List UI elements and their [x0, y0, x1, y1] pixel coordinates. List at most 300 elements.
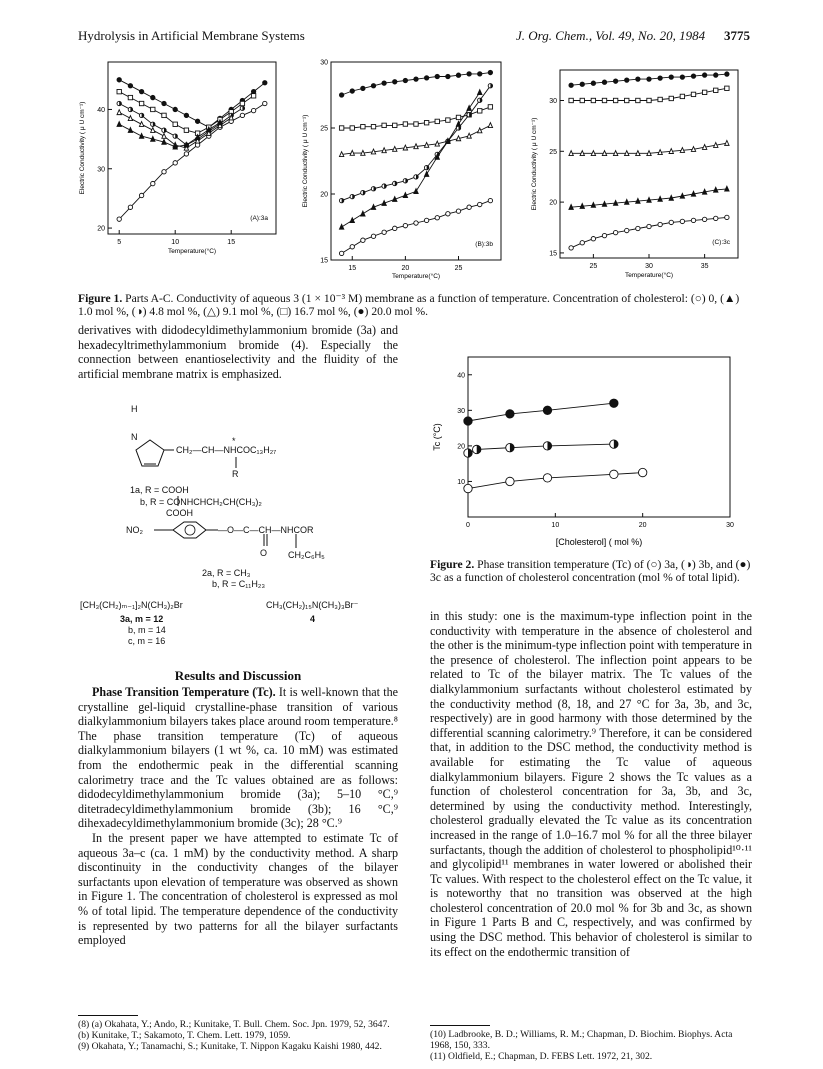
- paragraph-tc-heading: Phase Transition Temperature (Tc).: [92, 685, 276, 699]
- data-point: [725, 186, 729, 191]
- data-point: [162, 128, 166, 132]
- data-point: [456, 209, 460, 213]
- footnote-10: (10) Ladbrooke, B. D.; Williams, R. M.; Chapman, D. Biochim. Biophys. Acta 1968, 150, 333.: [430, 1029, 733, 1052]
- data-point: [371, 234, 375, 238]
- data-point: [251, 94, 255, 98]
- data-point: [393, 197, 397, 202]
- data-point: [128, 116, 132, 121]
- data-point: [128, 205, 132, 209]
- y-tick-label: 25: [320, 125, 328, 133]
- data-point: [467, 72, 471, 76]
- data-point: [361, 238, 365, 242]
- data-point: [339, 126, 343, 130]
- data-point: [467, 113, 471, 117]
- series-line: [119, 123, 220, 147]
- plot-frame: [468, 357, 730, 517]
- data-point: [382, 230, 386, 234]
- x-tick-label: 10: [551, 522, 560, 529]
- struct1-chain: CH₂—CH—NHCOC₁₃H₂₇: [176, 445, 277, 455]
- data-point: [251, 108, 255, 112]
- data-point: [382, 123, 386, 127]
- data-point: [580, 241, 584, 245]
- footnote-rule-right: [430, 1025, 490, 1026]
- data-point: [591, 202, 595, 207]
- x-tick-label: 20: [638, 522, 647, 529]
- data-point: [128, 84, 132, 88]
- data-point: [350, 194, 354, 198]
- data-point: [680, 219, 684, 223]
- data-point: [569, 246, 573, 250]
- data-point: [580, 203, 584, 208]
- x-axis-label: Temperature(°C): [167, 248, 217, 255]
- data-point: [117, 217, 121, 221]
- figure-1-panel-b: [302, 60, 501, 281]
- data-point: [636, 226, 640, 230]
- x-axis-label: Temperature(°C): [391, 273, 441, 280]
- y-tick-label: 20: [549, 199, 557, 207]
- data-point: [414, 175, 418, 179]
- data-point: [506, 443, 514, 451]
- data-point: [625, 151, 629, 156]
- data-point: [680, 148, 684, 153]
- data-point: [636, 198, 640, 203]
- data-point: [478, 90, 482, 95]
- data-point: [456, 115, 460, 119]
- data-point: [569, 204, 573, 209]
- data-point: [382, 184, 386, 188]
- data-point: [569, 83, 573, 87]
- struct-3c: c, m = 16: [128, 636, 166, 646]
- figure-2-caption-text: Phase transition temperature (Tc) of (○) 3a, (◑) 3b, and (●) 3c as a function of cholesterol concentration (mol % of total lipid).: [430, 558, 751, 585]
- x-tick-label: 15: [227, 239, 236, 246]
- data-point: [151, 128, 155, 133]
- data-point: [424, 142, 428, 147]
- data-point: [702, 145, 706, 150]
- data-point: [240, 113, 244, 117]
- y-tick-label: 40: [97, 106, 105, 114]
- data-point: [173, 161, 177, 165]
- x-tick-label: 25: [589, 263, 598, 270]
- data-point: [714, 73, 718, 77]
- paragraph-present-paper: In the present paper we have attempted to estimate Tc of aqueous 3a–c (ca. 1 mM) by the conductivity method. A sharp discontinuity in the conductivity changes of the bilayer surfactants upon elevation of temperature was observed as shown in Figure 1. The concentration of cholesterol is expressed as mol % of total lipid. The temperature dependence of the conductivity is represented by two patterns for all the bilayer surfactants employed: [78, 830, 398, 948]
- y-tick-label: 40: [457, 372, 465, 380]
- data-point: [173, 107, 177, 111]
- data-point: [350, 218, 354, 223]
- y-tick-label: 30: [320, 59, 328, 67]
- data-point: [162, 133, 166, 138]
- y-axis-label: Tc (°C): [432, 423, 442, 451]
- data-point: [647, 224, 651, 228]
- data-point: [361, 150, 365, 155]
- data-point: [591, 81, 595, 85]
- data-point: [371, 149, 375, 154]
- data-point: [591, 236, 595, 240]
- data-point: [647, 77, 651, 81]
- data-point: [382, 201, 386, 206]
- data-point: [371, 124, 375, 128]
- data-point: [658, 196, 662, 201]
- x-axis-label: [Cholesterol] ( mol %): [555, 537, 643, 547]
- data-point: [691, 147, 695, 152]
- data-point: [691, 191, 695, 196]
- y-tick-label: 30: [549, 97, 557, 105]
- series-line: [119, 104, 242, 146]
- data-point: [371, 205, 375, 210]
- y-tick-label: 15: [549, 250, 557, 258]
- data-point: [139, 101, 143, 105]
- data-point: [580, 82, 584, 86]
- data-point: [580, 98, 584, 102]
- data-point: [151, 122, 155, 126]
- struct2-bn: CH₂C₆H₅: [288, 550, 325, 560]
- intro-paragraph: derivatives with didodecyldimethylammonium bromide (3a) and hexadecyltrimethylammonium bromide (4). Especially the connection between enantioselectivity and the fluidity of the artificial membrane matrix is emphasized.: [78, 323, 398, 381]
- data-point: [613, 230, 617, 234]
- figure-1-caption-label: Figure 1.: [78, 292, 123, 305]
- data-point: [680, 75, 684, 79]
- data-point: [647, 98, 651, 102]
- data-point: [638, 468, 646, 476]
- data-point: [691, 74, 695, 78]
- data-point: [128, 107, 132, 111]
- chemical-structures: [78, 400, 398, 650]
- data-point: [339, 251, 343, 255]
- figure-1-caption: [78, 292, 750, 319]
- footnote-8: (8) (a) Okahata, Y.; Ando, R.; Kunitake, T. Bull. Chem. Soc. Jpn. 1979, 52, 3647. (b) Kunitake, T.; Sakamoto, T. Chem. Lett. 1979, 1059.: [78, 1019, 390, 1042]
- data-point: [139, 193, 143, 197]
- data-point: [240, 101, 244, 105]
- data-point: [371, 187, 375, 191]
- footnote-11: (11) Oldfield, E.; Chapman, D. FEBS Lett. 1972, 21, 302.: [430, 1051, 653, 1063]
- data-point: [467, 205, 471, 209]
- data-point: [446, 74, 450, 78]
- left-column-body: [78, 685, 398, 948]
- y-axis-label: Electric Conductivity ( μ U cm⁻¹): [79, 101, 86, 195]
- journal-citation: J. Org. Chem., Vol. 49, No. 20, 1984: [516, 28, 706, 43]
- data-point: [478, 109, 482, 113]
- data-point: [691, 218, 695, 222]
- data-point: [625, 98, 629, 102]
- y-tick-label: 30: [457, 407, 465, 415]
- data-point: [414, 144, 418, 149]
- data-point: [478, 98, 482, 102]
- struct-1a: 1a, R = COOH: [130, 485, 189, 495]
- data-point: [151, 107, 155, 111]
- data-point: [658, 76, 662, 80]
- data-point: [610, 399, 618, 407]
- series-line: [342, 92, 480, 227]
- data-point: [263, 81, 267, 85]
- y-tick-label: 20: [457, 443, 465, 451]
- data-point: [414, 77, 418, 81]
- data-point: [725, 215, 729, 219]
- data-point: [403, 78, 407, 82]
- data-point: [151, 95, 155, 99]
- data-point: [569, 151, 573, 156]
- data-point: [350, 150, 354, 155]
- x-tick-label: 10: [171, 239, 180, 246]
- struct-2b: b, R = C₁₁H₂₃: [212, 579, 265, 589]
- data-point: [473, 445, 481, 453]
- data-point: [371, 84, 375, 88]
- data-point: [602, 233, 606, 237]
- data-point: [488, 123, 492, 128]
- y-tick-label: 20: [97, 225, 105, 233]
- figure-1-panel-c: [531, 70, 738, 279]
- data-point: [184, 128, 188, 132]
- series-line: [119, 104, 265, 220]
- struct1-r: R: [232, 469, 239, 479]
- data-point: [669, 149, 673, 154]
- struct-2a: 2a, R = CH₃: [202, 568, 251, 578]
- data-point: [725, 86, 729, 90]
- data-point: [435, 119, 439, 123]
- data-point: [478, 72, 482, 76]
- data-point: [446, 212, 450, 216]
- data-point: [393, 226, 397, 230]
- data-point: [361, 190, 365, 194]
- series-line: [468, 403, 614, 421]
- y-axis-label: Electric Conductivity ( μ U cm⁻¹): [531, 117, 538, 211]
- x-tick-label: 5: [117, 239, 122, 246]
- data-point: [339, 93, 343, 97]
- data-point: [240, 106, 244, 110]
- data-point: [435, 216, 439, 220]
- data-point: [139, 113, 143, 117]
- data-point: [625, 228, 629, 232]
- data-point: [424, 218, 428, 222]
- struct2-o: O: [260, 548, 268, 558]
- data-point: [702, 217, 706, 221]
- data-point: [464, 449, 472, 457]
- data-point: [339, 224, 343, 229]
- data-point: [714, 143, 718, 148]
- panel-label: (A):3a: [250, 215, 268, 222]
- data-point: [647, 197, 651, 202]
- data-point: [488, 105, 492, 109]
- data-point: [610, 470, 618, 478]
- plot-frame: [331, 62, 501, 260]
- struct-3a: 3a, m = 12: [120, 614, 164, 624]
- y-axis-label: Electric Conductivity ( μ U cm⁻¹): [302, 114, 309, 208]
- data-point: [424, 121, 428, 125]
- data-point: [506, 477, 514, 485]
- figure-2-plot: [432, 357, 734, 547]
- data-point: [625, 78, 629, 82]
- data-point: [725, 140, 729, 145]
- data-point: [488, 84, 492, 88]
- data-point: [162, 139, 166, 144]
- data-point: [658, 150, 662, 155]
- data-point: [350, 126, 354, 130]
- data-point: [403, 145, 407, 150]
- x-tick-label: 20: [401, 265, 410, 272]
- data-point: [173, 122, 177, 126]
- data-point: [339, 198, 343, 202]
- page-number: 3775: [724, 28, 750, 43]
- paragraph-tc-text: It is well-known that the crystalline gel-liquid crystalline-phase transition of various dialkylammonium bilayers takes place around room temperature.⁸ The phase transition temperature (Tc) of aqueous dialkylammonium bilayers (1 wt %, ca. 10 mM) was estimated from the endothermic peak in the differential scanning calorimetry trace and the Tc values obtained are as follows: didodecyldimethylammonium bromide (3a); 5–10 °C,⁹ ditetradecyldimethylammonium bromide (3b); 16 °C,⁹ dihexadecyldimethylammonium bromide (3c); 28 °C.⁹: [78, 685, 398, 831]
- struct2-no2: NO₂: [126, 525, 143, 535]
- struct-3b: b, m = 14: [128, 625, 166, 635]
- y-tick-label: 15: [320, 257, 328, 265]
- data-point: [361, 124, 365, 128]
- data-point: [403, 223, 407, 227]
- data-point: [669, 75, 673, 79]
- data-point: [361, 86, 365, 90]
- data-point: [680, 193, 684, 198]
- paragraph-tc: [78, 685, 398, 831]
- data-point: [488, 198, 492, 202]
- right-column-body: [430, 609, 752, 959]
- figure-1-caption-text: Parts A-C. Conductivity of aqueous 3 (1 × 10⁻³ M) membrane as a function of temperature. Concentration of cholesterol: (○) 0, (▲) 1.0 mol %, (◑) 4.8 mol %, (△) 9.1 mol %, (□) 16.7 mol %, (●) 20.0 mol %.: [78, 292, 740, 319]
- data-point: [403, 193, 407, 198]
- data-point: [350, 245, 354, 249]
- data-point: [580, 151, 584, 156]
- data-point: [350, 89, 354, 93]
- data-point: [117, 78, 121, 82]
- data-point: [424, 165, 428, 169]
- data-point: [139, 89, 143, 93]
- data-point: [488, 70, 492, 74]
- series-line: [468, 444, 614, 453]
- data-point: [613, 98, 617, 102]
- y-tick-label: 20: [320, 191, 328, 199]
- data-point: [702, 189, 706, 194]
- data-point: [128, 128, 132, 133]
- data-point: [506, 410, 514, 418]
- data-point: [414, 221, 418, 225]
- data-point: [569, 98, 573, 102]
- series-line: [342, 125, 491, 154]
- data-point: [393, 123, 397, 127]
- data-point: [117, 101, 121, 105]
- data-point: [403, 122, 407, 126]
- plot-frame: [108, 62, 276, 234]
- data-point: [117, 110, 121, 115]
- data-point: [613, 200, 617, 205]
- data-point: [184, 152, 188, 156]
- struct-1b: b, R = CONHCHCH₂CH(CH₃)₂: [140, 497, 262, 507]
- data-point: [591, 98, 595, 102]
- x-tick-label: 35: [700, 263, 709, 270]
- data-point: [162, 113, 166, 117]
- struct-3: [CH₃(CH₂)ₘ₋₁]₂N(CH₃)₂Br: [80, 600, 183, 610]
- struct1-n: N: [131, 432, 138, 442]
- figure-1-panel-a: [79, 62, 276, 255]
- data-point: [691, 92, 695, 96]
- data-point: [128, 95, 132, 99]
- section-heading: Results and Discussion: [174, 668, 302, 683]
- data-point: [467, 133, 471, 138]
- data-point: [714, 216, 718, 220]
- data-point: [702, 73, 706, 77]
- struct1-h: H: [131, 404, 138, 414]
- data-point: [195, 119, 199, 123]
- data-point: [361, 211, 365, 216]
- panel-label: (C):3c: [712, 239, 730, 246]
- panel-label: (B):3b: [475, 241, 493, 248]
- x-tick-label: 30: [726, 522, 734, 529]
- data-point: [393, 181, 397, 185]
- paragraph-results: in this study: one is the maximum-type inflection point in the conductivity with temperature in the absence of cholesterol and the other is the minimum-type inflection point with temperature in the presence of cholesterol. The inflection point appears to be related to Tc of the bilayer matrix. The Tc values of the dialkylammonium surfactants without cholesterol estimated by the conductivity method (8, 18, and 27 °C for 3a, 3b, and 3c, respectively) are in good harmony with those determined by the differential scanning calorimetry.⁹ Therefore, it can be considered that, in addition to the DSC method, the conductivity method is available for estimating the Tc value of aqueous dialkylammonium bilayers. Figure 2 shows the Tc values as a function of cholesterol concentration for 3a, 3b, and 3c, determined by using the conductivity method. Interestingly, cholesterol gradually elevated the Tc value as its concentration increased in the range of 1.0–16.7 mol % for all the three bilayer surfactants, though the addition of cholesterol to phospholipid¹⁰·¹¹ and glycolipid¹¹ membranes in water lowered or abolished their Tc values. With respect to the cholesterol effect on the Tc value, it is noteworthy that no transition was observed at the high cholesterol concentration of 20.0 mol % for 3b and 3c, as shown in Figure 1 Parts B and C, respectively, and was confirmed by using the DSC method. This behavior of cholesterol is similar to its effect on the endothermic transition of: [430, 609, 752, 959]
- footnotes-right: [430, 1029, 752, 1063]
- footnotes-left: [78, 1019, 398, 1053]
- struct-1b-cooh: COOH: [166, 508, 193, 518]
- data-point: [446, 118, 450, 122]
- data-point: [602, 201, 606, 206]
- data-point: [647, 151, 651, 156]
- series-line: [571, 217, 727, 247]
- data-point: [464, 484, 472, 492]
- data-point: [602, 80, 606, 84]
- data-point: [591, 151, 595, 156]
- data-point: [424, 76, 428, 80]
- x-axis-label: Temperature(°C): [624, 272, 674, 279]
- y-tick-label: 10: [457, 478, 465, 486]
- data-point: [382, 148, 386, 153]
- struct-4-number: 4: [310, 614, 316, 624]
- x-tick-label: 30: [645, 263, 653, 270]
- figure-1: [78, 52, 758, 292]
- footnote-9: (9) Okahata, Y.; Tanamachi, S.; Kunitake, T. Nippon Kagaku Kaishi 1980, 442.: [78, 1041, 382, 1053]
- data-point: [339, 152, 343, 157]
- running-head: Hydrolysis in Artificial Membrane Systems: [78, 28, 305, 43]
- data-point: [151, 181, 155, 185]
- data-point: [162, 170, 166, 174]
- data-point: [543, 442, 551, 450]
- data-point: [610, 440, 618, 448]
- data-point: [162, 101, 166, 105]
- data-point: [151, 136, 155, 141]
- data-point: [602, 151, 606, 156]
- data-point: [714, 88, 718, 92]
- data-point: [725, 72, 729, 76]
- x-tick-label: 0: [466, 522, 470, 529]
- data-point: [382, 81, 386, 85]
- data-point: [636, 77, 640, 81]
- y-tick-label: 30: [97, 166, 105, 174]
- y-tick-label: 25: [549, 148, 557, 156]
- data-point: [636, 151, 640, 156]
- data-point: [456, 73, 460, 77]
- data-point: [702, 90, 706, 94]
- data-point: [636, 98, 640, 102]
- data-point: [669, 96, 673, 100]
- data-point: [478, 128, 482, 133]
- footnote-rule-left: [78, 1015, 138, 1016]
- data-point: [543, 474, 551, 482]
- figure-2-caption-label: Figure 2.: [430, 558, 475, 571]
- data-point: [658, 97, 662, 101]
- struct-4: CH₃(CH₂)₁₅N(CH₃)₃Br⁻: [266, 600, 359, 610]
- data-point: [658, 222, 662, 226]
- data-point: [139, 122, 143, 127]
- data-point: [184, 113, 188, 117]
- figure-2: [420, 345, 750, 555]
- struct2-chain: —O—C—CH—NHCOR: [218, 525, 314, 535]
- x-tick-label: 25: [454, 265, 463, 272]
- data-point: [117, 122, 121, 127]
- struct1-star: *: [232, 436, 236, 446]
- data-point: [435, 141, 439, 146]
- data-point: [393, 146, 397, 151]
- data-point: [625, 199, 629, 204]
- data-point: [669, 220, 673, 224]
- data-point: [714, 187, 718, 192]
- data-point: [414, 122, 418, 126]
- data-point: [613, 151, 617, 156]
- data-point: [139, 133, 143, 138]
- data-point: [173, 134, 177, 138]
